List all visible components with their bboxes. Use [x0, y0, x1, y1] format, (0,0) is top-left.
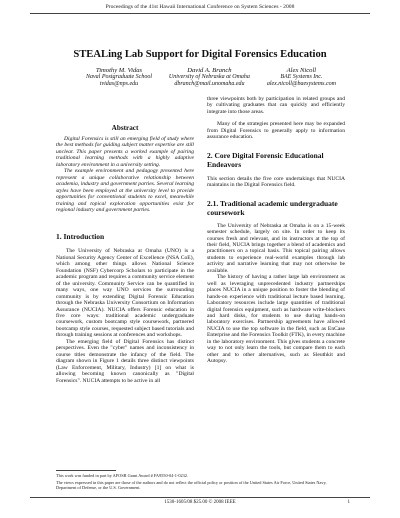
- left-column: [56, 124, 194, 384]
- author-affiliation: University of Nebraska at Omaha: [168, 74, 250, 80]
- author-affiliation: BAE Systems Inc.: [280, 74, 323, 80]
- running-header: Proceedings of the 41st Hawaii International Conference on System Sciences - 2008: [105, 4, 295, 10]
- body-paragraph: The emerging field of Digital Forensics has distinct perspectives. Even the "cyber" names and inconsistency in course titles demonstrate the infancy of the field. The diagram shown in Figure 1 details three distinct viewpoints (Law Enforcement, Military, Industry) [1] on what is allowing becoming known canonically as "Digital Forensics". NUCIA attempts to be active in all: [56, 338, 194, 384]
- abstract-paragraph: The example environment and pedagogy presented here represent a unique collaborative relationship between academia, industry and government parties. Several learning styles have been employed at the university level to provide opportunities for conventional students to excel, meanwhile training and topical exploration opportunities exist for regional industry and government parties.: [56, 168, 194, 213]
- body-paragraph: three viewpoints both by participation in related groups and by cultivating graduates that can quickly and efficiently integrate into those areas.: [207, 96, 345, 115]
- footer-issn: 1530-1605/08 $25.00 © 2008 IEEE: [164, 500, 236, 505]
- author-3: [267, 67, 336, 88]
- author-2: [169, 67, 250, 88]
- body-paragraph: Many of the strategies presented here may be expanded from Digital Forensics to generally apply to information assurance education.: [207, 121, 345, 141]
- header-rule: [30, 13, 370, 14]
- body-paragraph: The University of Nebraska at Omaha is on a 15-week semester schedule, largely on site. In order to keep its courses fresh and relevant, and its instructors at the top of their field, NUCIA brings together a blend of academics and practitioners on a topical basis. This topical pairing allows students to experience real-world examples through lab activity and narrative learning that may not otherwise be available.: [207, 222, 345, 274]
- author-name: Timothy M. Vidas: [95, 67, 143, 74]
- footnote-rule: [56, 470, 116, 471]
- author-block: [86, 67, 336, 88]
- paper-title: STEALing Lab Support for Digital Forensics Education: [73, 49, 327, 60]
- section-heading-2-1: 2.1. Traditional academic undergraduate coursework: [207, 198, 338, 217]
- author-name: David A. Branch: [187, 67, 232, 74]
- section-heading-2: 2. Core Digital Forensic Educational Endeavors: [207, 150, 324, 169]
- body-paragraph: The history of having a rather large lab environment as well as leveraging unprecedented industry partnerships places NUCIA in a unique position to foster the blending of hands-on experience with traditional lecture based learning. Laboratory resources include large quantities of traditional digital forensics equipment, such as hardware write-blockers and hard disks, for students to use during hands-on laboratory exercises. Partnership agreements have allowed NUCIA to use the top software in the field, such as EnCase Enterprise and the Forensics Toolkit (FTK), in every machine in the laboratory environment. This gives students a concrete way to not only learn the tools, but compare them to each other and to other alternatives, such as Sleuthkit and Autopsy.: [207, 274, 345, 365]
- body-paragraph: The University of Nebraska at Omaha (UNO) is a National Security Agency Center of Excellence (NSA CoE), which among other things allows National Science Foundation (NSF) Cybercorp Scholars to participate in the academic program and requires a community service element of the university. Community Service can be quantified in many ways, one way UNO services the surrounding community is by extending Digital Forensic Education through the Nebraska University Consortium on Information Assurance (NUCIA). NUCIA offers Forensic education in five core ways: traditional academic undergraduate coursework, custom bootcamp style coursework, partnered bootcamp style courses, requested subject based tutorials and through training sessions at conferences and workshops.: [56, 248, 194, 339]
- right-column: [207, 96, 345, 365]
- author-email: dbranch@mail.unomaha.edu: [174, 81, 245, 87]
- abstract-paragraph: Digital Forensics is still an emerging field of study where the best methods for guiding subject matter expertise are still unclear. This paper presents a worked example of pairing traditional learning methods with a highly adaptive laboratory environment in a university setting.: [56, 136, 194, 168]
- abstract-heading: Abstract: [111, 124, 139, 132]
- author-affiliation: Naval Postgraduate School: [86, 74, 152, 80]
- footnote-disclaimer: The views expressed in this paper are those of the authors and do not reflect the official policy or position of the United States Air Force, United States Navy, Department of Defense, or the U.S. Government.: [56, 480, 327, 491]
- abstract: [56, 124, 194, 213]
- author-email: alex.nicoll@baesystems.com: [266, 81, 336, 87]
- author-1: [86, 67, 152, 88]
- body-paragraph: This section details the five core undertakings that NUCIA maintains in the Digital Forensics field.: [207, 175, 345, 189]
- page-number: 1: [347, 500, 350, 505]
- footer-rule: [30, 497, 370, 498]
- author-email: tvidas@nps.edu: [99, 81, 139, 87]
- author-name: Alex Nicoll: [286, 67, 317, 74]
- section-heading-introduction: 1. Introduction: [56, 232, 105, 242]
- footnote-grant: This work was funded in part by AFOSR Grant Award # FA9550-04-1-0232.: [56, 473, 189, 478]
